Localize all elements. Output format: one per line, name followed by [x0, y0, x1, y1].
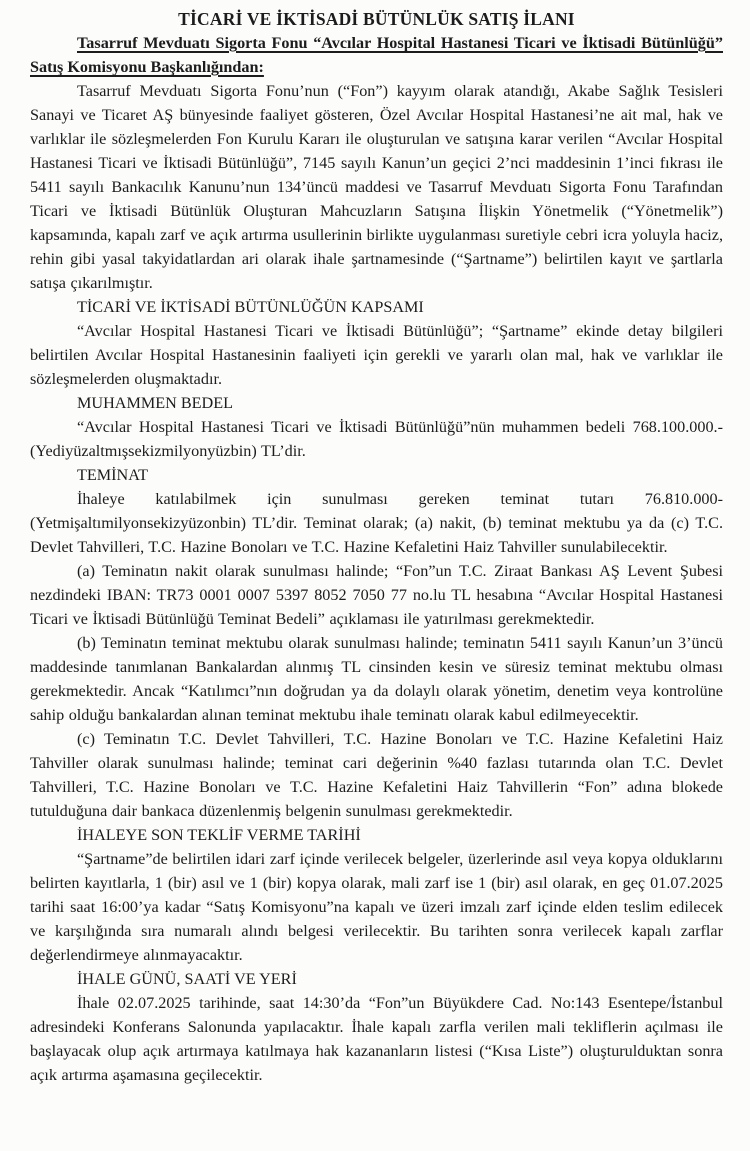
paragraph-son-teklif-tarihi: “Şartname”de belirtilen idari zarf içinde verilecek belgeler, üzerlerinde asıl veya kopya olduklarını belirten kayıtlarla, 1 (bir) asıl ve 1 (bir) kopya olarak, mali zarf ise 1 (bir) asıl olarak, en geç 01.07.2025 tarihi saat 16:00’ya kadar “Satış Komisyonu”na kapalı ve üzeri imzalı zarf içinde elden teslim edilecek ve karşılığında sıra numaralı alındı belgesi verilecektir. Bu tarihten sonra verilecek kapalı zarflar değerlendirmeye alınmayacaktır.: [30, 850, 723, 964]
issuing-authority-heading: Tasarruf Mevduatı Sigorta Fonu “Avcılar Hospital Hastanesi Ticari ve İktisadi Bütünlüğü” Satış Komisyonu Başkanlığından:: [30, 34, 723, 76]
paragraph-kapsam: “Avcılar Hospital Hastanesi Ticari ve İktisadi Bütünlüğü”; “Şartname” ekinde detay bilgileri belirtilen Avcılar Hospital Hastanesinin faaliyeti için gerekli ve yararlı olan mal, hak ve varlıklar ile sözleşmelerden oluşmaktadır.: [30, 322, 723, 388]
section-heading-muhammen-bedel: MUHAMMEN BEDEL: [77, 394, 234, 412]
paragraph-teminat-a-nakit: (a) Teminatın nakit olarak sunulması halinde; “Fon”un T.C. Ziraat Bankası AŞ Levent Şubesi nezdindeki IBAN: TR73 0001 0007 5397 8052 7050 77 no.lu TL hesabına “Avcılar Hospital Hastanesi Ticari ve İktisadi Bütünlüğü Teminat Bedeli” açıklaması ile yatırılması gerekmektedir.: [30, 562, 723, 628]
paragraph-muhammen-bedel: “Avcılar Hospital Hastanesi Ticari ve İktisadi Bütünlüğü”nün muhammen bedeli 768.100.000.- (Yediyüzaltmışsekizmilyonyüzbin) TL’dir.: [30, 418, 723, 460]
section-heading-kapsam: TİCARİ VE İKTİSADİ BÜTÜNLÜĞÜN KAPSAMI: [77, 298, 424, 316]
paragraph-teminat-genel: İhaleye katılabilmek için sunulması gereken teminat tutarı 76.810.000- (Yetmişaltımilyonsekizyüzonbin) TL’dir. Teminat olarak; (a) nakit, (b) teminat mektubu ya da (c) T.C. Devlet Tahvilleri, T.C. Hazine Bonoları ve T.C. Hazine Kefaletini Haiz Tahviller sunulabilecektir.: [30, 490, 723, 556]
paragraph-teminat-b-mektup: (b) Teminatın teminat mektubu olarak sunulması halinde; teminatın 5411 sayılı Kanun’un 3’üncü maddesinde tanımlanan Bankalardan alınmış TL cinsinden kesin ve süresiz teminat mektubu olması gerekmektedir. Ancak “Katılımcı”nın doğrudan ya da dolaylı olarak yönetim, denetim veya kontrolüne sahip olduğu bankalardan alınan teminat mektubu ihale teminatı olarak kabul edilmeyecektir.: [30, 634, 723, 724]
paragraph-ihale-gunu: İhale 02.07.2025 tarihinde, saat 14:30’da “Fon”un Büyükdere Cad. No:143 Esentepe/İstanbul adresindeki Konferans Salonunda yapılacaktır. İhale kapalı zarfla verilen mali tekliflerin açılması ile başlayacak olup açık artırmaya katılmaya hak kazananların listesi (“Kısa Liste”) oluşturulduktan sonra açık artırma aşamasına geçilecektir.: [30, 994, 723, 1084]
section-heading-son-teklif-tarihi: İHALEYE SON TEKLİF VERME TARİHİ: [77, 826, 361, 844]
section-heading-ihale-gunu: İHALE GÜNÜ, SAATİ VE YERİ: [77, 970, 297, 988]
section-heading-teminat: TEMİNAT: [77, 466, 149, 484]
document-title: TİCARİ VE İKTİSADİ BÜTÜNLÜK SATIŞ İLANI: [178, 9, 575, 29]
paragraph-teminat-c-tahvil: (c) Teminatın T.C. Devlet Tahvilleri, T.C. Hazine Bonoları ve T.C. Hazine Kefaletini Haiz Tahviller olarak sunulması halinde; teminat cari değerinin %40 fazlası tutarında olan T.C. Devlet Tahvilleri, T.C. Hazine Bonoları ve T.C. Hazine Kefaletini Haiz Tahvillerin “Fon” adına blokede tutulduğuna dair bankaca düzenlenmiş belgenin sunulması gerekmektedir.: [30, 730, 723, 820]
paragraph-intro: Tasarruf Mevduatı Sigorta Fonu’nun (“Fon”) kayyım olarak atandığı, Akabe Sağlık Tesisleri Sanayi ve Ticaret AŞ bünyesinde faaliyet gösteren, Özel Avcılar Hospital Hastanesi’ne ait mal, hak ve varlıklar ile sözleşmelerden Fon Kurulu Kararı ile oluşturulan ve satışına karar verilen “Avcılar Hospital Hastanesi Ticari ve İktisadi Bütünlüğü”, 7145 sayılı Kanun’un geçici 2’nci maddesinin 1’inci fıkrası ile 5411 sayılı Bankacılık Kanunu’nun 134’üncü maddesi ve Tasarruf Mevduatı Sigorta Fonu Tarafından Ticari ve İktisadi Bütünlük Oluşturan Mahcuzların Satışına İlişkin Yönetmelik (“Yönetmelik”) kapsamında, kapalı zarf ve açık artırma usullerinin birlikte uygulanması suretiyle cebri icra yoluyla haciz, rehin gibi yasal takyidatlardan ari olarak ihale şartnamesinde (“Şartname”) belirtilen kayıt ve şartlarla satışa çıkarılmıştır.: [30, 82, 723, 292]
